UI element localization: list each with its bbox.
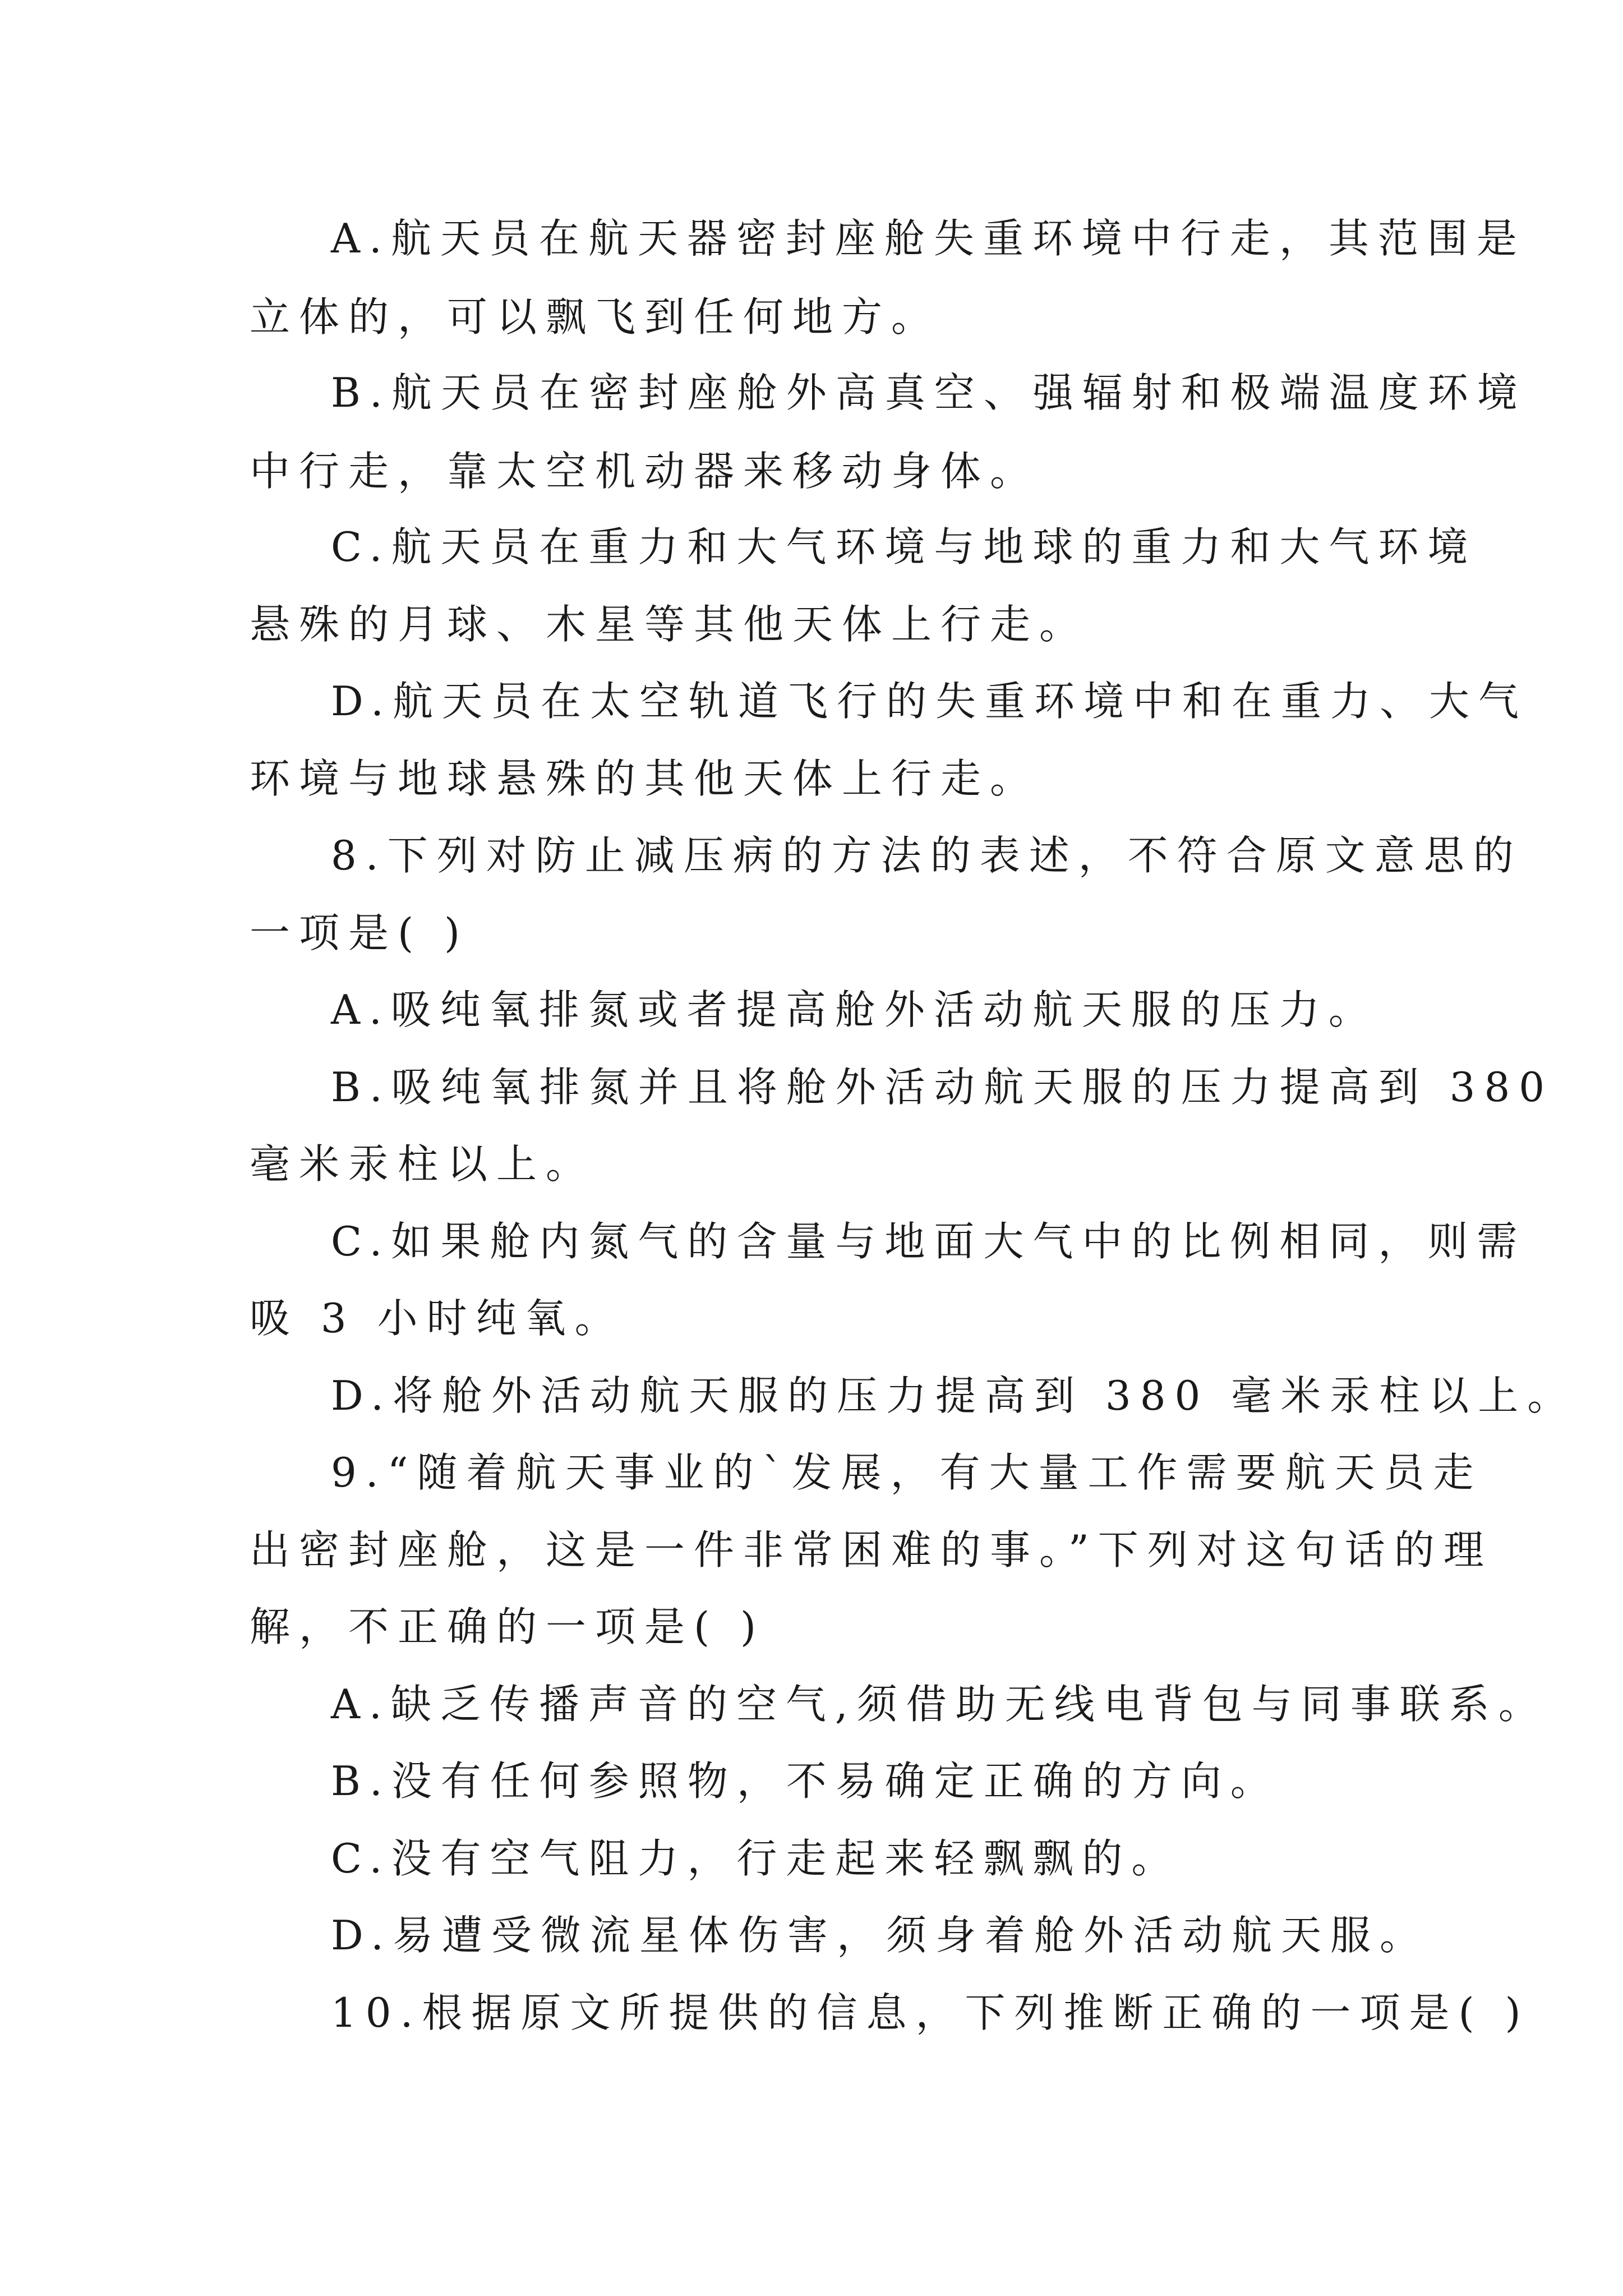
option-b-line-2: 中行走，靠太空机动器来移动身体。 xyxy=(250,448,1040,495)
q8-option-c-line-2: 吸 3 小时纯氧。 xyxy=(250,1295,624,1342)
question-9-line-1: 9.“随着航天事业的`发展，有大量工作需要航天员走 xyxy=(331,1449,1483,1496)
q8-option-c-line-1: C.如果舱内氮气的含量与地面大气中的比例相同，则需 xyxy=(331,1218,1527,1265)
q8-option-d: D.将舱外活动航天服的压力提高到 380 毫米汞柱以上。 xyxy=(331,1372,1577,1419)
question-8-line-2: 一项是( ) xyxy=(250,909,469,956)
question-8-line-1: 8.下列对防止减压病的方法的表述，不符合原文意思的 xyxy=(331,832,1523,879)
q9-option-d: D.易遭受微流星体伤害，须身着舱外活动航天服。 xyxy=(331,1912,1430,1959)
q9-option-a: A.缺乏传播声音的空气,须借助无线电背包与同事联系。 xyxy=(331,1681,1548,1728)
option-d-line-1: D.航天员在太空轨道飞行的失重环境中和在重力、大气 xyxy=(331,678,1528,725)
q8-option-b-line-2: 毫米汞柱以上。 xyxy=(250,1140,596,1188)
question-10: 10.根据原文所提供的信息，下列推断正确的一项是( ) xyxy=(331,1989,1530,2036)
option-d-line-2: 环境与地球悬殊的其他天体上行走。 xyxy=(250,755,1040,802)
option-a-line-1: A.航天员在航天器密封座舱失重环境中行走，其范围是 xyxy=(331,215,1526,262)
question-9-line-2: 出密封座舱，这是一件非常困难的事。”下列对这句话的理 xyxy=(250,1526,1493,1573)
option-a-line-2: 立体的，可以飘飞到任何地方。 xyxy=(250,293,941,341)
question-9-line-3: 解，不正确的一项是( ) xyxy=(250,1603,766,1650)
option-c-line-2: 悬殊的月球、木星等其他天体上行走。 xyxy=(250,601,1089,648)
q8-option-b-line-1: B.吸纯氧排氮并且将舱外活动航天服的压力提高到 380 xyxy=(331,1064,1554,1111)
q9-option-b: B.没有任何参照物，不易确定正确的方向。 xyxy=(331,1757,1280,1805)
q9-option-c: C.没有空气阻力，行走起来轻飘飘的。 xyxy=(331,1835,1181,1882)
option-c-line-1: C.航天员在重力和大气环境与地球的重力和大气环境 xyxy=(331,523,1477,570)
option-b-line-1: B.航天员在密封座舱外高真空、强辐射和极端温度环境 xyxy=(331,369,1527,416)
q8-option-a: A.吸纯氧排氮或者提高舱外活动航天服的压力。 xyxy=(331,986,1378,1033)
